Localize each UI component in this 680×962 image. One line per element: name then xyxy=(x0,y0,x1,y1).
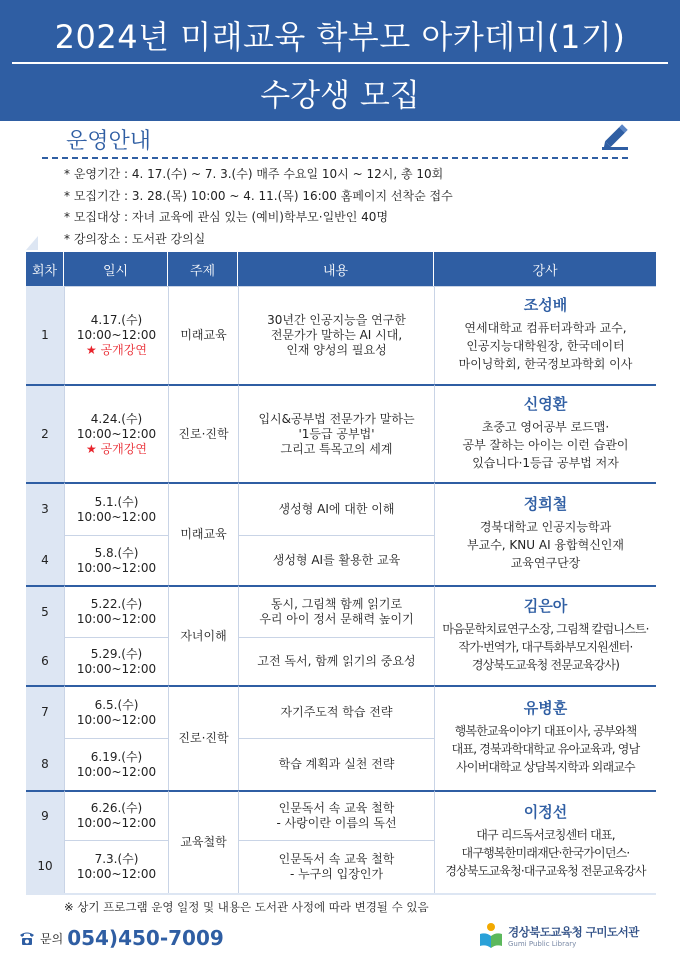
content-line: 생성형 AI를 활용한 교육 xyxy=(272,553,401,567)
content-line: - 누구의 입장인가 xyxy=(289,867,384,881)
section-title: 운영안내 xyxy=(66,129,152,154)
instructor-desc-line: 행복한교육이야기 대표이사, 공부와책 xyxy=(454,724,637,738)
round-number: 8 xyxy=(41,756,49,771)
round-number: 2 xyxy=(26,384,64,482)
instructor-desc-line: 대구 리드독서코칭센터 대표, xyxy=(476,828,615,842)
info-period: * 운영기간 : 4. 17.(수) ~ 7. 3.(수) 매주 수요일 10시 ~ 12시, 총 10회 xyxy=(64,167,444,181)
instructor-desc-line: 작가·번역가, 대구특화부모지원센터· xyxy=(458,639,633,654)
info-target: * 모집대상 : 자녀 교육에 관심 있는 (예비)학부모·일반인 40명 xyxy=(64,210,389,224)
datetime-cell xyxy=(64,535,168,585)
time-text: 10:00~12:00 xyxy=(76,816,157,830)
instructor-desc-line: 대구행복한미래재단·한국가이던스· xyxy=(461,846,630,860)
content-line: 학습 계획과 실천 전략 xyxy=(278,757,395,771)
date-text: 6.5.(수) xyxy=(94,697,139,712)
round-number: 3 xyxy=(26,482,64,535)
instructor-desc-line: 있습니다·1등급 공부법 저자 xyxy=(472,455,619,470)
instructor-cell xyxy=(434,286,656,384)
phone-number[interactable]: 054)450-7009 xyxy=(67,926,224,950)
content-cell xyxy=(238,585,434,637)
content-line: 30년간 인공지능을 연구한 xyxy=(267,313,406,327)
instructor-cell xyxy=(434,482,656,585)
page-subtitle: 수강생 모집 xyxy=(260,78,420,114)
date-text: 6.19.(수) xyxy=(90,749,143,764)
instructor-name: 신영환 xyxy=(523,394,568,413)
topic-cell: 진로·진학 xyxy=(168,384,238,482)
library-name: 경상북도교육청 구미도서관 xyxy=(508,925,639,939)
public-lecture-badge: ★ 공개강연 xyxy=(86,343,147,357)
topic-cell: 미래교육 xyxy=(168,482,238,585)
round-number: 4 xyxy=(41,552,49,567)
time-text: 10:00~12:00 xyxy=(76,867,157,881)
date-text: 5.1.(수) xyxy=(94,494,139,509)
content-cell xyxy=(238,535,434,585)
instructor-desc-line: 부교수, KNU AI 융합혁신인재 xyxy=(467,538,624,552)
date-text: 5.29.(수) xyxy=(90,646,143,661)
instructor-cell xyxy=(434,585,656,685)
table-row xyxy=(26,286,656,384)
instructor-cell xyxy=(434,790,656,893)
content-line: 인재 양성의 필요성 xyxy=(286,343,387,357)
date-text: 5.8.(수) xyxy=(94,545,139,560)
date-text: 4.17.(수) xyxy=(90,313,143,327)
instructor-desc-line: 인공지능대학원장, 한국데이터 xyxy=(466,339,625,353)
library-name-en: Gumi Public Library xyxy=(508,940,577,948)
instructor-desc-line: 연세대학교 컴퓨터과학과 교수, xyxy=(464,321,627,335)
topic-cell: 진로·진학 xyxy=(168,685,238,790)
datetime-cell xyxy=(64,384,168,482)
instructor-desc-line: 경북대학교 인공지능학과 xyxy=(479,520,612,534)
date-text: 7.3.(수) xyxy=(94,852,139,866)
datetime-cell xyxy=(64,585,168,637)
round-number: 1 xyxy=(41,327,49,342)
table-row xyxy=(26,790,656,840)
datetime-cell xyxy=(64,738,168,790)
table-row xyxy=(26,585,656,637)
contact-label: 문의 xyxy=(40,931,64,946)
col-header-instructor: 강사 xyxy=(434,252,656,286)
time-text: 10:00~12:00 xyxy=(76,712,157,727)
datetime-cell xyxy=(64,685,168,738)
content-line: 인문독서 속 교육 철학 xyxy=(278,852,395,866)
phone-icon xyxy=(18,930,36,946)
content-line: 전문가가 말하는 AI 시대, xyxy=(270,328,403,342)
content-line: 생성형 AI에 대한 이해 xyxy=(278,502,395,516)
content-line: 인문독서 속 교육 철학 xyxy=(278,801,395,815)
header-divider xyxy=(12,62,668,64)
content-cell xyxy=(238,685,434,738)
info-place: * 강의장소 : 도서관 강의실 xyxy=(64,231,206,246)
time-text: 10:00~12:00 xyxy=(76,509,157,524)
instructor-name: 유병훈 xyxy=(523,699,568,717)
info-list xyxy=(64,164,453,250)
topic-cell: 미래교육 xyxy=(168,286,238,384)
date-text: 5.22.(수) xyxy=(90,597,143,611)
section-divider xyxy=(42,157,628,159)
content-cell xyxy=(238,738,434,790)
round-number: 7 xyxy=(26,685,64,738)
instructor-desc-line: 마이닝학회, 한국정보과학회 이사 xyxy=(458,357,633,371)
table-row xyxy=(26,384,656,482)
content-line: 동시, 그림책 함께 읽기로 xyxy=(270,597,403,611)
topic-cell: 교육철학 xyxy=(168,790,238,893)
date-text: 4.24.(수) xyxy=(90,411,143,426)
callout-arrow xyxy=(26,236,38,250)
time-text: 10:00~12:00 xyxy=(76,764,157,779)
content-line: 자기주도적 학습 전략 xyxy=(280,705,393,719)
instructor-desc-line: 교육연구단장 xyxy=(510,556,581,570)
datetime-cell xyxy=(64,286,168,384)
instructor-cell xyxy=(434,685,656,790)
topic-cell: 자녀이해 xyxy=(168,585,238,685)
content-line: 그리고 특목고의 세계 xyxy=(280,441,393,456)
round-number: 10 xyxy=(37,859,53,873)
page-title: 2024년 미래교육 학부모 아카데미(1기) xyxy=(54,18,626,56)
table-row xyxy=(26,685,656,738)
content-cell xyxy=(238,384,434,482)
content-line: 우리 아이 정서 문해력 높이기 xyxy=(259,612,414,626)
content-line: '1등급 공부법' xyxy=(298,426,375,441)
col-header-content: 내용 xyxy=(238,252,434,286)
instructor-desc-line: 경상북도교육청 전문교육강사) xyxy=(471,657,620,672)
datetime-cell xyxy=(64,790,168,840)
col-header-topic: 주제 xyxy=(168,252,238,286)
page-header xyxy=(0,0,680,121)
instructor-desc-line: 경상북도교육청·대구교육청 전문교육강사 xyxy=(445,864,646,878)
time-text: 10:00~12:00 xyxy=(76,661,157,676)
notice-text: ※ 상기 프로그램 운영 일정 및 내용은 도서관 사정에 따라 변경될 수 있음 xyxy=(64,900,429,914)
time-text: 10:00~12:00 xyxy=(76,560,157,575)
round-number: 6 xyxy=(41,653,49,668)
content-cell xyxy=(238,840,434,893)
instructor-desc-line: 초중고 영어공부 로드맵· xyxy=(481,419,610,434)
instructor-desc-line: 공부 잘하는 아이는 이런 습관이 xyxy=(462,437,629,452)
time-text: 10:00~12:00 xyxy=(76,328,157,342)
date-text: 6.26.(수) xyxy=(90,801,143,815)
content-line: 입시&공부법 전문가가 말하는 xyxy=(258,411,415,426)
public-lecture-badge: ★ 공개강연 xyxy=(86,441,147,456)
round-number: 9 xyxy=(26,790,64,840)
library-logo xyxy=(478,922,639,950)
info-recruit: * 모집기간 : 3. 28.(목) 10:00 ~ 4. 11.(목) 16:00 홈페이지 선착순 접수 xyxy=(64,188,453,203)
datetime-cell xyxy=(64,482,168,535)
instructor-desc-line: 마음문학치료연구소장, 그림책 칼럼니스트· xyxy=(442,621,649,636)
datetime-cell xyxy=(64,637,168,685)
library-logo-icon xyxy=(478,922,504,950)
content-line: 고전 독서, 함께 읽기의 중요성 xyxy=(257,654,416,668)
content-cell xyxy=(238,482,434,535)
table-row xyxy=(26,482,656,535)
content-cell xyxy=(238,637,434,685)
instructor-name: 정희철 xyxy=(523,495,568,513)
content-cell xyxy=(238,286,434,384)
instructor-name: 조성배 xyxy=(523,296,568,314)
datetime-cell xyxy=(64,840,168,893)
instructor-desc-line: 대표, 경북과학대학교 유아교육과, 영남 xyxy=(451,742,640,756)
time-text: 10:00~12:00 xyxy=(76,426,157,441)
col-header-round: 회차 xyxy=(26,252,64,286)
instructor-cell xyxy=(434,384,656,482)
footer-contact xyxy=(18,926,224,950)
schedule-table xyxy=(26,252,656,893)
instructor-desc-line: 사이버대학교 상담복지학과 외래교수 xyxy=(456,760,635,774)
col-header-datetime: 일시 xyxy=(64,252,168,286)
instructor-name: 이정선 xyxy=(523,803,568,821)
content-line: - 사랑이란 이름의 독선 xyxy=(276,816,397,830)
content-cell xyxy=(238,790,434,840)
round-number: 5 xyxy=(26,585,64,637)
time-text: 10:00~12:00 xyxy=(76,612,157,626)
schedule-table-container xyxy=(26,252,656,895)
pencil-icon xyxy=(598,122,632,156)
instructor-name: 김은아 xyxy=(523,596,568,615)
